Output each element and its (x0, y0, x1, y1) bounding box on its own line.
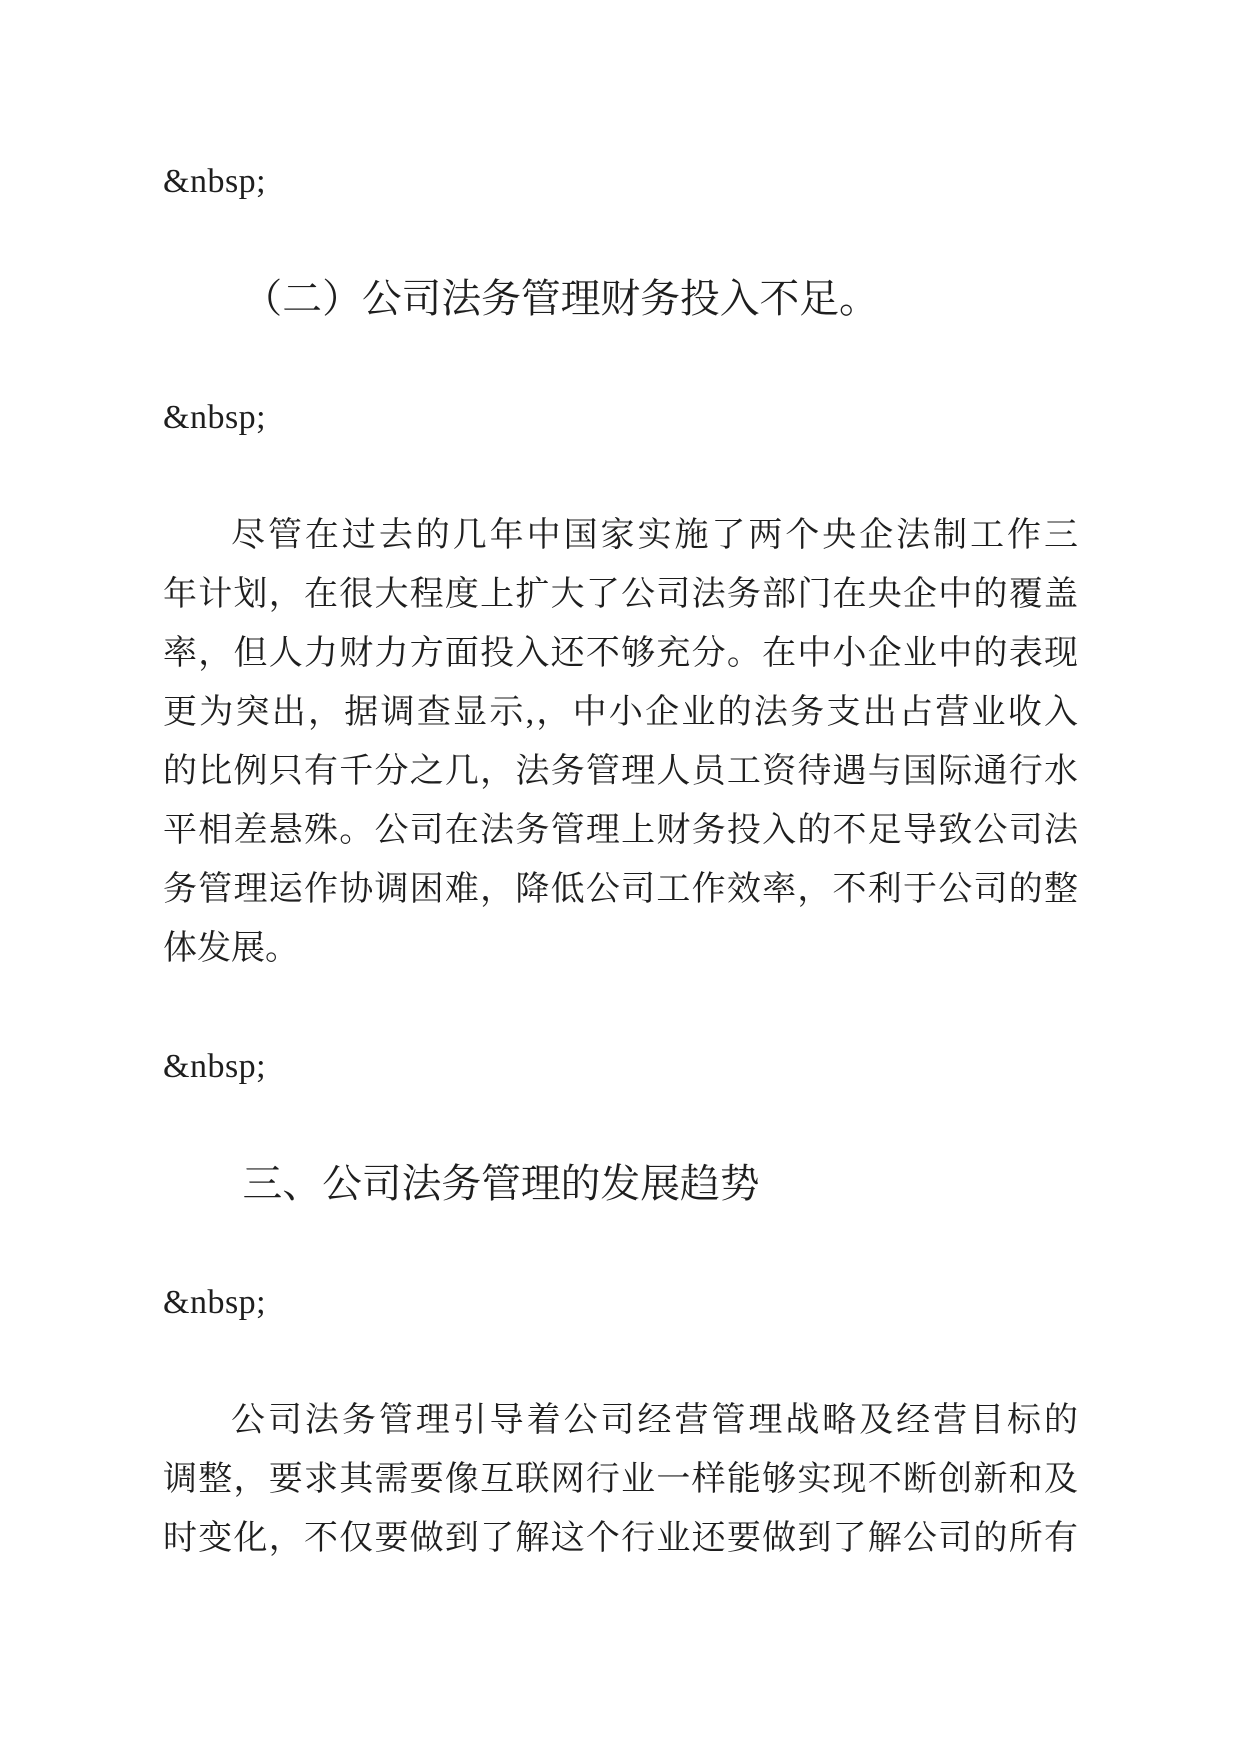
paragraph-line: 率，但人力财力方面投入还不够充分。在中小企业中的表现 (163, 635, 1078, 672)
section-heading-development-trend: 三、公司法务管理的发展趋势 (242, 1162, 760, 1206)
paragraph-line: 公司法务管理引导着公司经营管理战略及经营目标的 (231, 1402, 1078, 1439)
nbsp-artifact-4: &nbsp; (163, 1284, 267, 1321)
paragraph-line: 的比例只有千分之几，法务管理人员工资待遇与国际通行水 (163, 753, 1078, 790)
paragraph-line: 体发展。 (163, 930, 299, 967)
paragraph-line: 调整，要求其需要像互联网行业一样能够实现不断创新和及 (163, 1461, 1078, 1498)
paragraph-development-trend (163, 1391, 1078, 1568)
paragraph-line: 务管理运作协调困难，降低公司工作效率，不利于公司的整 (163, 871, 1078, 908)
paragraph-line: 尽管在过去的几年中国家实施了两个央企法制工作三 (231, 517, 1078, 554)
section-heading-finance-investment: （二）公司法务管理财务投入不足。 (242, 277, 879, 321)
paragraph-line: 更为突出，据调查显示,，中小企业的法务支出占营业收入 (163, 694, 1078, 731)
paragraph-finance-investment (163, 506, 1078, 978)
paragraph-line: 时变化，不仅要做到了解这个行业还要做到了解公司的所有 (163, 1520, 1078, 1557)
nbsp-artifact-3: &nbsp; (163, 1048, 267, 1085)
paragraph-line: 年计划，在很大程度上扩大了公司法务部门在央企中的覆盖 (163, 576, 1078, 613)
paragraph-line: 平相差悬殊。公司在法务管理上财务投入的不足导致公司法 (163, 812, 1078, 849)
nbsp-artifact-1: &nbsp; (163, 163, 267, 200)
nbsp-artifact-2: &nbsp; (163, 399, 267, 436)
